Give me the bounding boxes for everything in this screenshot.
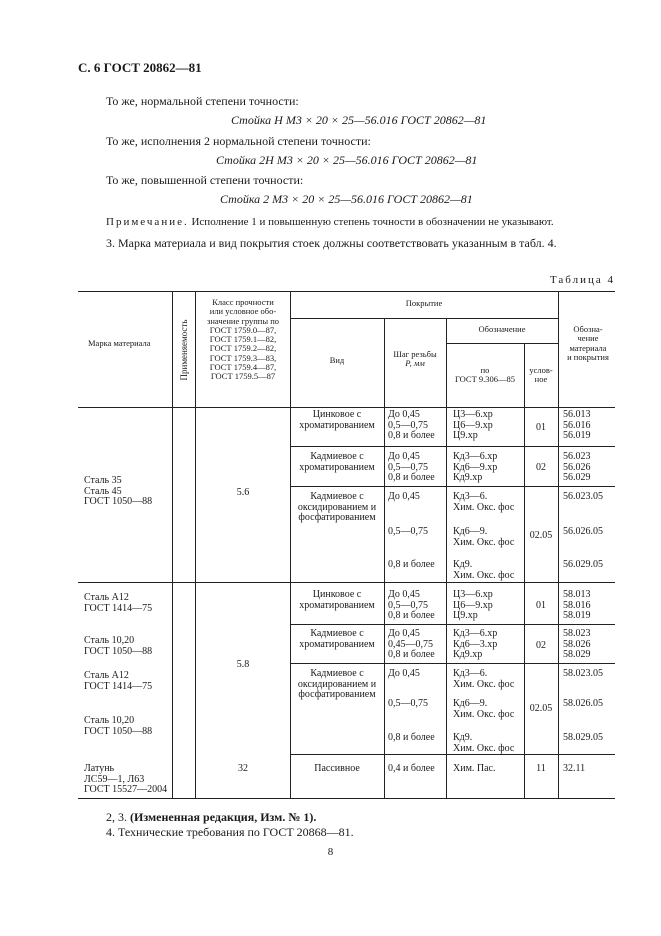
gost-code: Кд9. Хим. Окс. фос (453, 732, 515, 754)
conditional-code: 01 (536, 600, 546, 611)
gost-code: Кд3—6.хр Кд6—9.хр Кд9.хр (453, 451, 498, 483)
thread-pitch: 0,5—0,75 (388, 526, 428, 537)
gost-code: Кд3—6. Хим. Окс. фос (453, 668, 515, 690)
header-applicability: Применяемость (179, 319, 189, 381)
coating-kind: Пассивное (314, 763, 360, 774)
material-designation: 58.013 58.016 58.019 (563, 589, 591, 621)
material-designation: 56.013 56.016 56.019 (563, 409, 591, 441)
gost-code: Хим. Пас. (453, 763, 496, 774)
table-border (446, 318, 447, 798)
table-border (384, 318, 385, 798)
gost-code: Ц3—6.хр Ц6—9.хр Ц9.хр (453, 589, 493, 621)
thread-pitch: 0,8 и более (388, 732, 435, 743)
thread-pitch: До 0,45 0,5—0,75 0,8 и более (388, 451, 435, 483)
table-border (290, 624, 615, 625)
conditional-code: 02 (536, 462, 546, 473)
note-label: Примечание. (106, 216, 189, 228)
table-border (558, 291, 559, 798)
table-border (78, 582, 615, 583)
text-line: То же, исполнения 2 нормальной степени точности: (106, 134, 371, 148)
thread-pitch: 0,8 и более (388, 559, 435, 570)
material-group-2d: Сталь 10,20 ГОСТ 1050—88 (84, 715, 153, 737)
strength-class: 5.8 (236, 659, 250, 670)
material-group-2b: Сталь 10,20 ГОСТ 1050—88 (84, 635, 153, 657)
thread-pitch: 0,4 и более (388, 763, 435, 774)
table-border (290, 446, 615, 447)
thread-pitch: До 0,45 (388, 668, 420, 679)
header-material: Марка материала (88, 338, 151, 348)
material-designation: 32.11 (563, 763, 586, 774)
gost-code: Ц3—6.хр Ц6—9.хр Ц9.хр (453, 409, 493, 441)
table-border (290, 318, 558, 319)
coating-kind: Кадмиевое с хроматированием (299, 451, 375, 473)
header-material-designation: Обозна- чение материала и покрытия (567, 324, 609, 362)
header-gost-designation: по ГОСТ 9.306—85 (454, 365, 516, 385)
material-group-2a: Сталь А12 ГОСТ 1414—75 (84, 592, 153, 614)
gost-code: Кд9. Хим. Окс. фос (453, 559, 515, 581)
paragraph-item-3: 3. Марка материала и вид покрытия стоек должны соответствовать указанным в табл. 4. (106, 236, 557, 250)
material-designation: 56.023.05 (563, 491, 603, 502)
table-border (290, 291, 291, 798)
amendment-note: 2, 3. (Измененная редакция, Изм. № 1). (106, 810, 317, 824)
material-designation: 58.023.05 (563, 668, 603, 679)
coating-kind: Цинковое с хроматированием (299, 409, 375, 431)
thread-pitch: 0,5—0,75 (388, 698, 428, 709)
conditional-code: 01 (536, 422, 546, 433)
material-designation: 58.029.05 (563, 732, 603, 743)
conditional-code: 11 (536, 763, 546, 774)
table-border (78, 407, 615, 408)
conditional-code: 02.05 (529, 703, 553, 714)
table-border (524, 343, 525, 798)
table-border (78, 291, 615, 292)
material-group-2c: Сталь А12 ГОСТ 1414—75 (84, 670, 153, 692)
strength-class: 32 (238, 763, 248, 774)
gost-code: Кд6—9. Хим. Окс. фос (453, 698, 515, 720)
header-designation: Обозначение (478, 324, 526, 334)
text-line: То же, повышенной степени точности: (106, 173, 304, 187)
table-caption: Таблица 4 (549, 274, 615, 286)
table-border (290, 754, 615, 755)
table-border (172, 291, 173, 798)
conditional-code: 02 (536, 640, 546, 651)
example-designation: Стойка 2 М3 × 20 × 25—56.016 ГОСТ 20862—81 (220, 192, 473, 206)
material-group-1: Сталь 35 Сталь 45 ГОСТ 1050—88 (84, 475, 153, 507)
page-number: 8 (327, 846, 334, 858)
table-border (446, 343, 558, 344)
thread-pitch: До 0,45 0,5—0,75 0,8 и более (388, 589, 435, 621)
gost-code: Кд3—6.хр Кд6—3.хр Кд9.хр (453, 628, 498, 660)
thread-pitch: До 0,45 (388, 491, 420, 502)
material-designation: 58.026.05 (563, 698, 603, 709)
coating-kind: Кадмиевое с хроматированием (299, 628, 375, 650)
material-group-3: Латунь ЛС59—1, Л63 ГОСТ 15527—2004 (84, 763, 168, 795)
header-strength-class: Класс прочности или условное обо- значение группы по ГОСТ 1759.0—87, ГОСТ 1759.1—82, ГОСТ 1759.2—82, ГОСТ 1759.3—83, ГОСТ 1759.4—87, ГОСТ 1759.5—87 (207, 297, 279, 382)
header-kind: Вид (329, 355, 345, 365)
gost-code: Кд3—6. Хим. Окс. фос (453, 491, 515, 513)
page-header: С. 6 ГОСТ 20862—81 (78, 60, 202, 75)
example-designation: Стойка Н М3 × 20 × 25—56.016 ГОСТ 20862—81 (231, 113, 487, 127)
note-text: Исполнение 1 и повышенную степень точности в обозначении не указывают. (191, 216, 554, 228)
coating-kind: Цинковое с хроматированием (299, 589, 375, 611)
conditional-code: 02.05 (529, 530, 553, 541)
gost-code: Кд6—9. Хим. Окс. фос (453, 526, 515, 548)
coating-kind: Кадмиевое с оксидированием и фосфатированием (297, 491, 377, 523)
strength-class: 5.6 (236, 487, 250, 498)
paragraph-item-4: 4. Технические требования по ГОСТ 20868—81. (106, 825, 354, 839)
thread-pitch: До 0,45 0,45—0,75 0,8 и более (388, 628, 435, 660)
table-border (290, 663, 615, 664)
header-pitch: Шаг резьбы Р, мм (393, 349, 437, 369)
material-designation: 56.029.05 (563, 559, 603, 570)
material-designation: 58.023 58.026 58.029 (563, 628, 591, 660)
material-designation: 56.023 56.026 56.029 (563, 451, 591, 483)
table-border (78, 798, 615, 799)
coating-kind: Кадмиевое с оксидированием и фосфатированием (297, 668, 377, 700)
material-designation: 56.026.05 (563, 526, 603, 537)
text-line: То же, нормальной степени точности: (106, 94, 299, 108)
thread-pitch: До 0,45 0,5—0,75 0,8 и более (388, 409, 435, 441)
example-designation: Стойка 2Н М3 × 20 × 25—56.016 ГОСТ 20862—81 (216, 153, 478, 167)
table-border (290, 486, 615, 487)
header-conditional: услов- ное (529, 365, 553, 385)
header-coating: Покрытие (405, 298, 443, 308)
